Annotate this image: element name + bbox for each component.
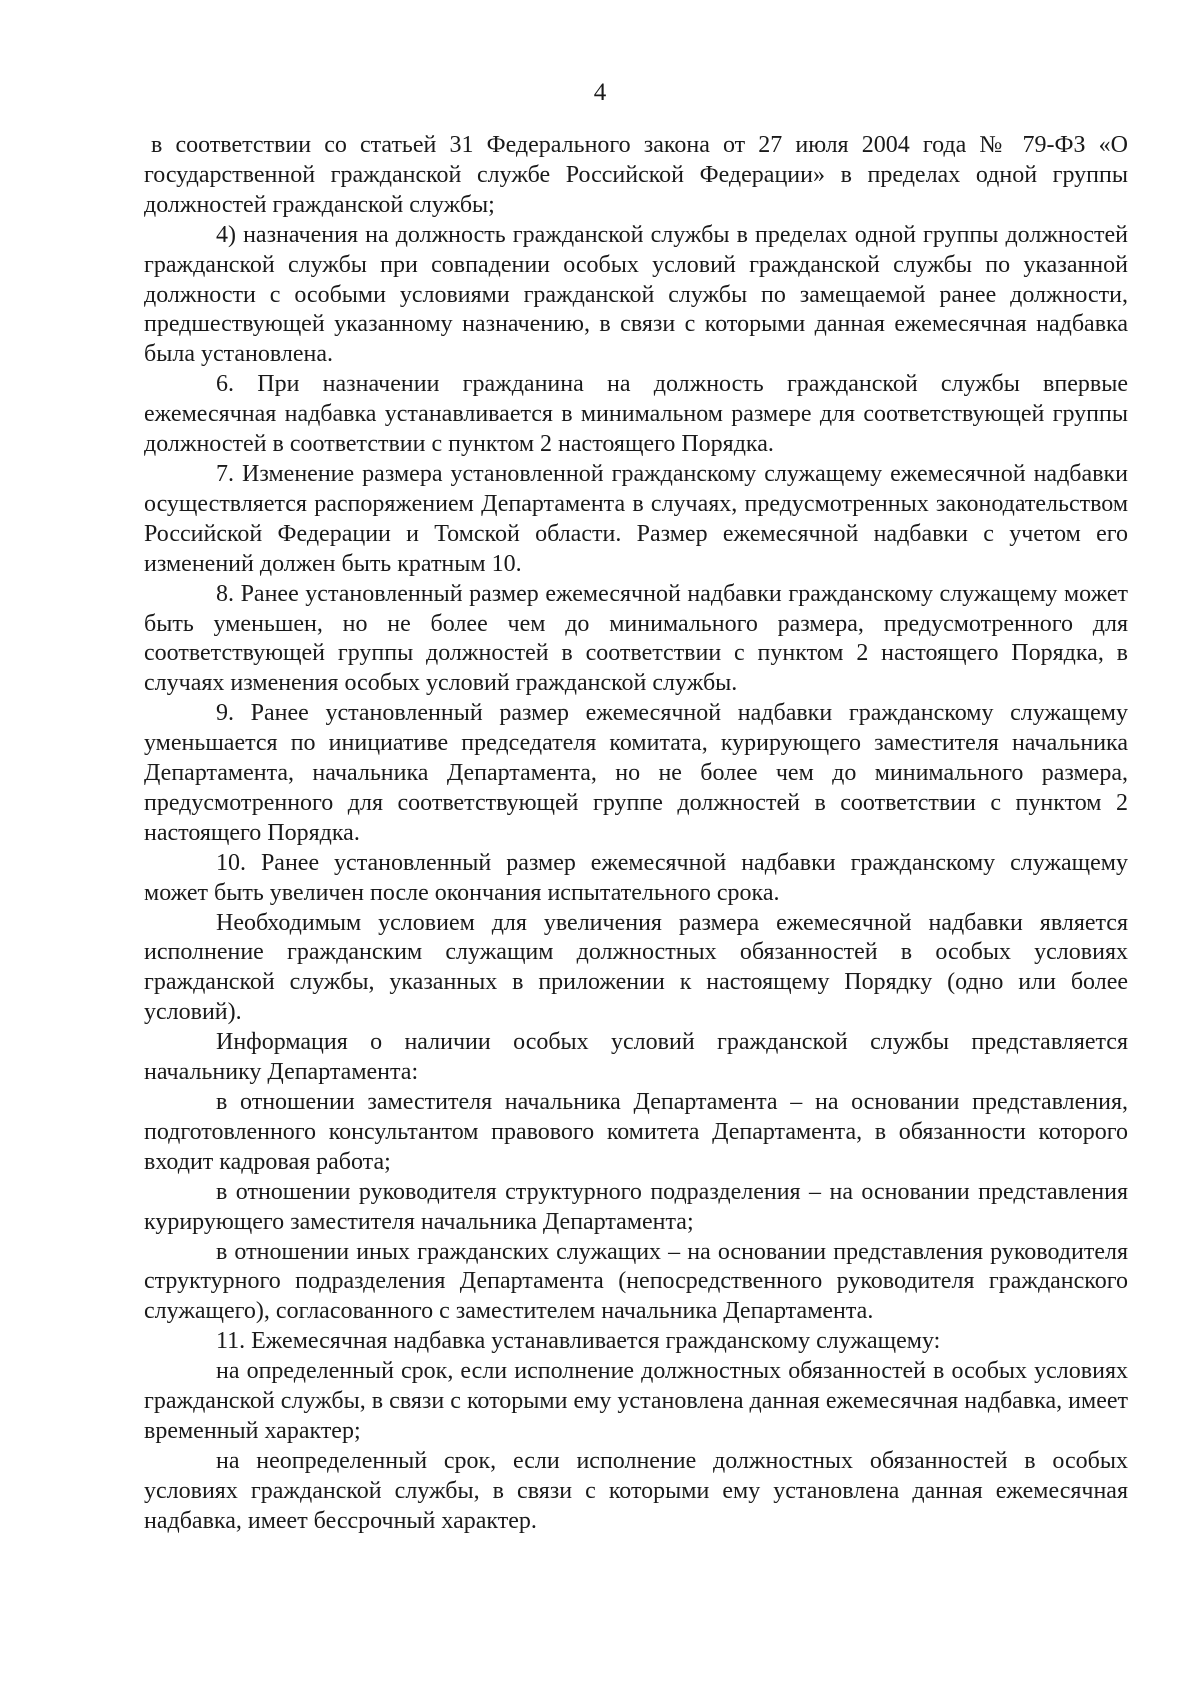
paragraph-unit-head: в отношении руководителя структурного подразделения – на основании представления курирующего заместителя начальника Департамента;	[144, 1178, 1128, 1235]
paragraph-deputy: в отношении заместителя начальника Департамента – на основании представления, подготовленного консультантом правового комитета Департамента, в обязанности которого входит кадровая работа;	[144, 1089, 1128, 1175]
document-body	[144, 131, 1128, 1537]
paragraph-item-10: 10. Ранее установленный размер ежемесячной надбавки гражданскому служащему может быть увеличен после окончания испытательного срока.	[144, 849, 1128, 906]
paragraph-item-9: 9. Ранее установленный размер ежемесячной надбавки гражданскому служащему уменьшается по инициативе председателя комитата, курирующего заместителя начальника Департамента, начальника Департамента, но не более чем до минимального размера, предусмотренного для соответствующей группе должностей в соответствии с пунктом 2 настоящего Порядка.	[144, 700, 1128, 846]
paragraph-other-employees: в отношении иных гражданских служащих – на основании представления руководителя структурного подразделения Департамента (непосредственного руководителя гражданского служащего), согласованного с заместителем начальника Департамента.	[144, 1238, 1128, 1325]
paragraph-item-11: 11. Ежемесячная надбавка устанавливается гражданскому служащему:	[216, 1328, 941, 1355]
paragraph-fixed-term: на определенный срок, если исполнение должностных обязанностей в особых условиях гражданской службы, в связи с которыми ему установлена данная ежемесячная надбавка, имеет временный характер;	[144, 1358, 1128, 1444]
paragraph-item-6: 6. При назначении гражданина на должность гражданской службы впервые ежемесячная надбавка устанавливается в минимальном размере для соответствующей группы должностей в соответствии с пунктом 2 настоящего Порядка.	[144, 371, 1128, 458]
paragraph-information: Информация о наличии особых условий гражданской службы представляется начальнику Департамента:	[144, 1029, 1128, 1086]
page-number: 4	[593, 79, 607, 106]
paragraph-condition: Необходимым условием для увеличения размера ежемесячной надбавки является исполнение гражданским служащим должностных обязанностей в особых условиях гражданской службы, указанных в приложении к настоящему Порядку (одно или более условий).	[144, 909, 1128, 1026]
paragraph-item-4: 4) назначения на должность гражданской службы в пределах одной группы должностей гражданской службы при совпадении особых условий гражданской службы по указанной должности с особыми условиями гражданской службы по замещаемой ранее должности, предшествующей указанному назначению, в связи с которыми данная ежемесячная надбавка была установлена.	[144, 221, 1128, 368]
paragraph-item-8: 8. Ранее установленный размер ежемесячной надбавки гражданскому служащему может быть уменьшен, но не более чем до минимального размера, предусмотренного для соответствующей группы должностей в соответствии с пунктом 2 настоящего Порядка, в случаях изменения особых условий гражданской службы.	[144, 580, 1128, 697]
paragraph-item-7: 7. Изменение размера установленной гражданскому служащему ежемесячной надбавки осуществляется распоряжением Департамента в случаях, предусмотренных законодательством Российской Федерации и Томской области. Размер ежемесячной надбавки с учетом его изменений должен быть кратным 10.	[144, 460, 1128, 577]
paragraph-continuation: в соответствии со статьей 31 Федерального закона от 27 июля 2004 года № 79-ФЗ «О государственной гражданской службе Российской Федерации» в пределах одной группы должностей гражданской службы;	[144, 132, 1128, 218]
paragraph-indefinite-term: на неопределенный срок, если исполнение должностных обязанностей в особых условиях гражданской службы, в связи с которыми ему установлена данная ежемесячная надбавка, имеет бессрочный характер.	[144, 1447, 1128, 1534]
